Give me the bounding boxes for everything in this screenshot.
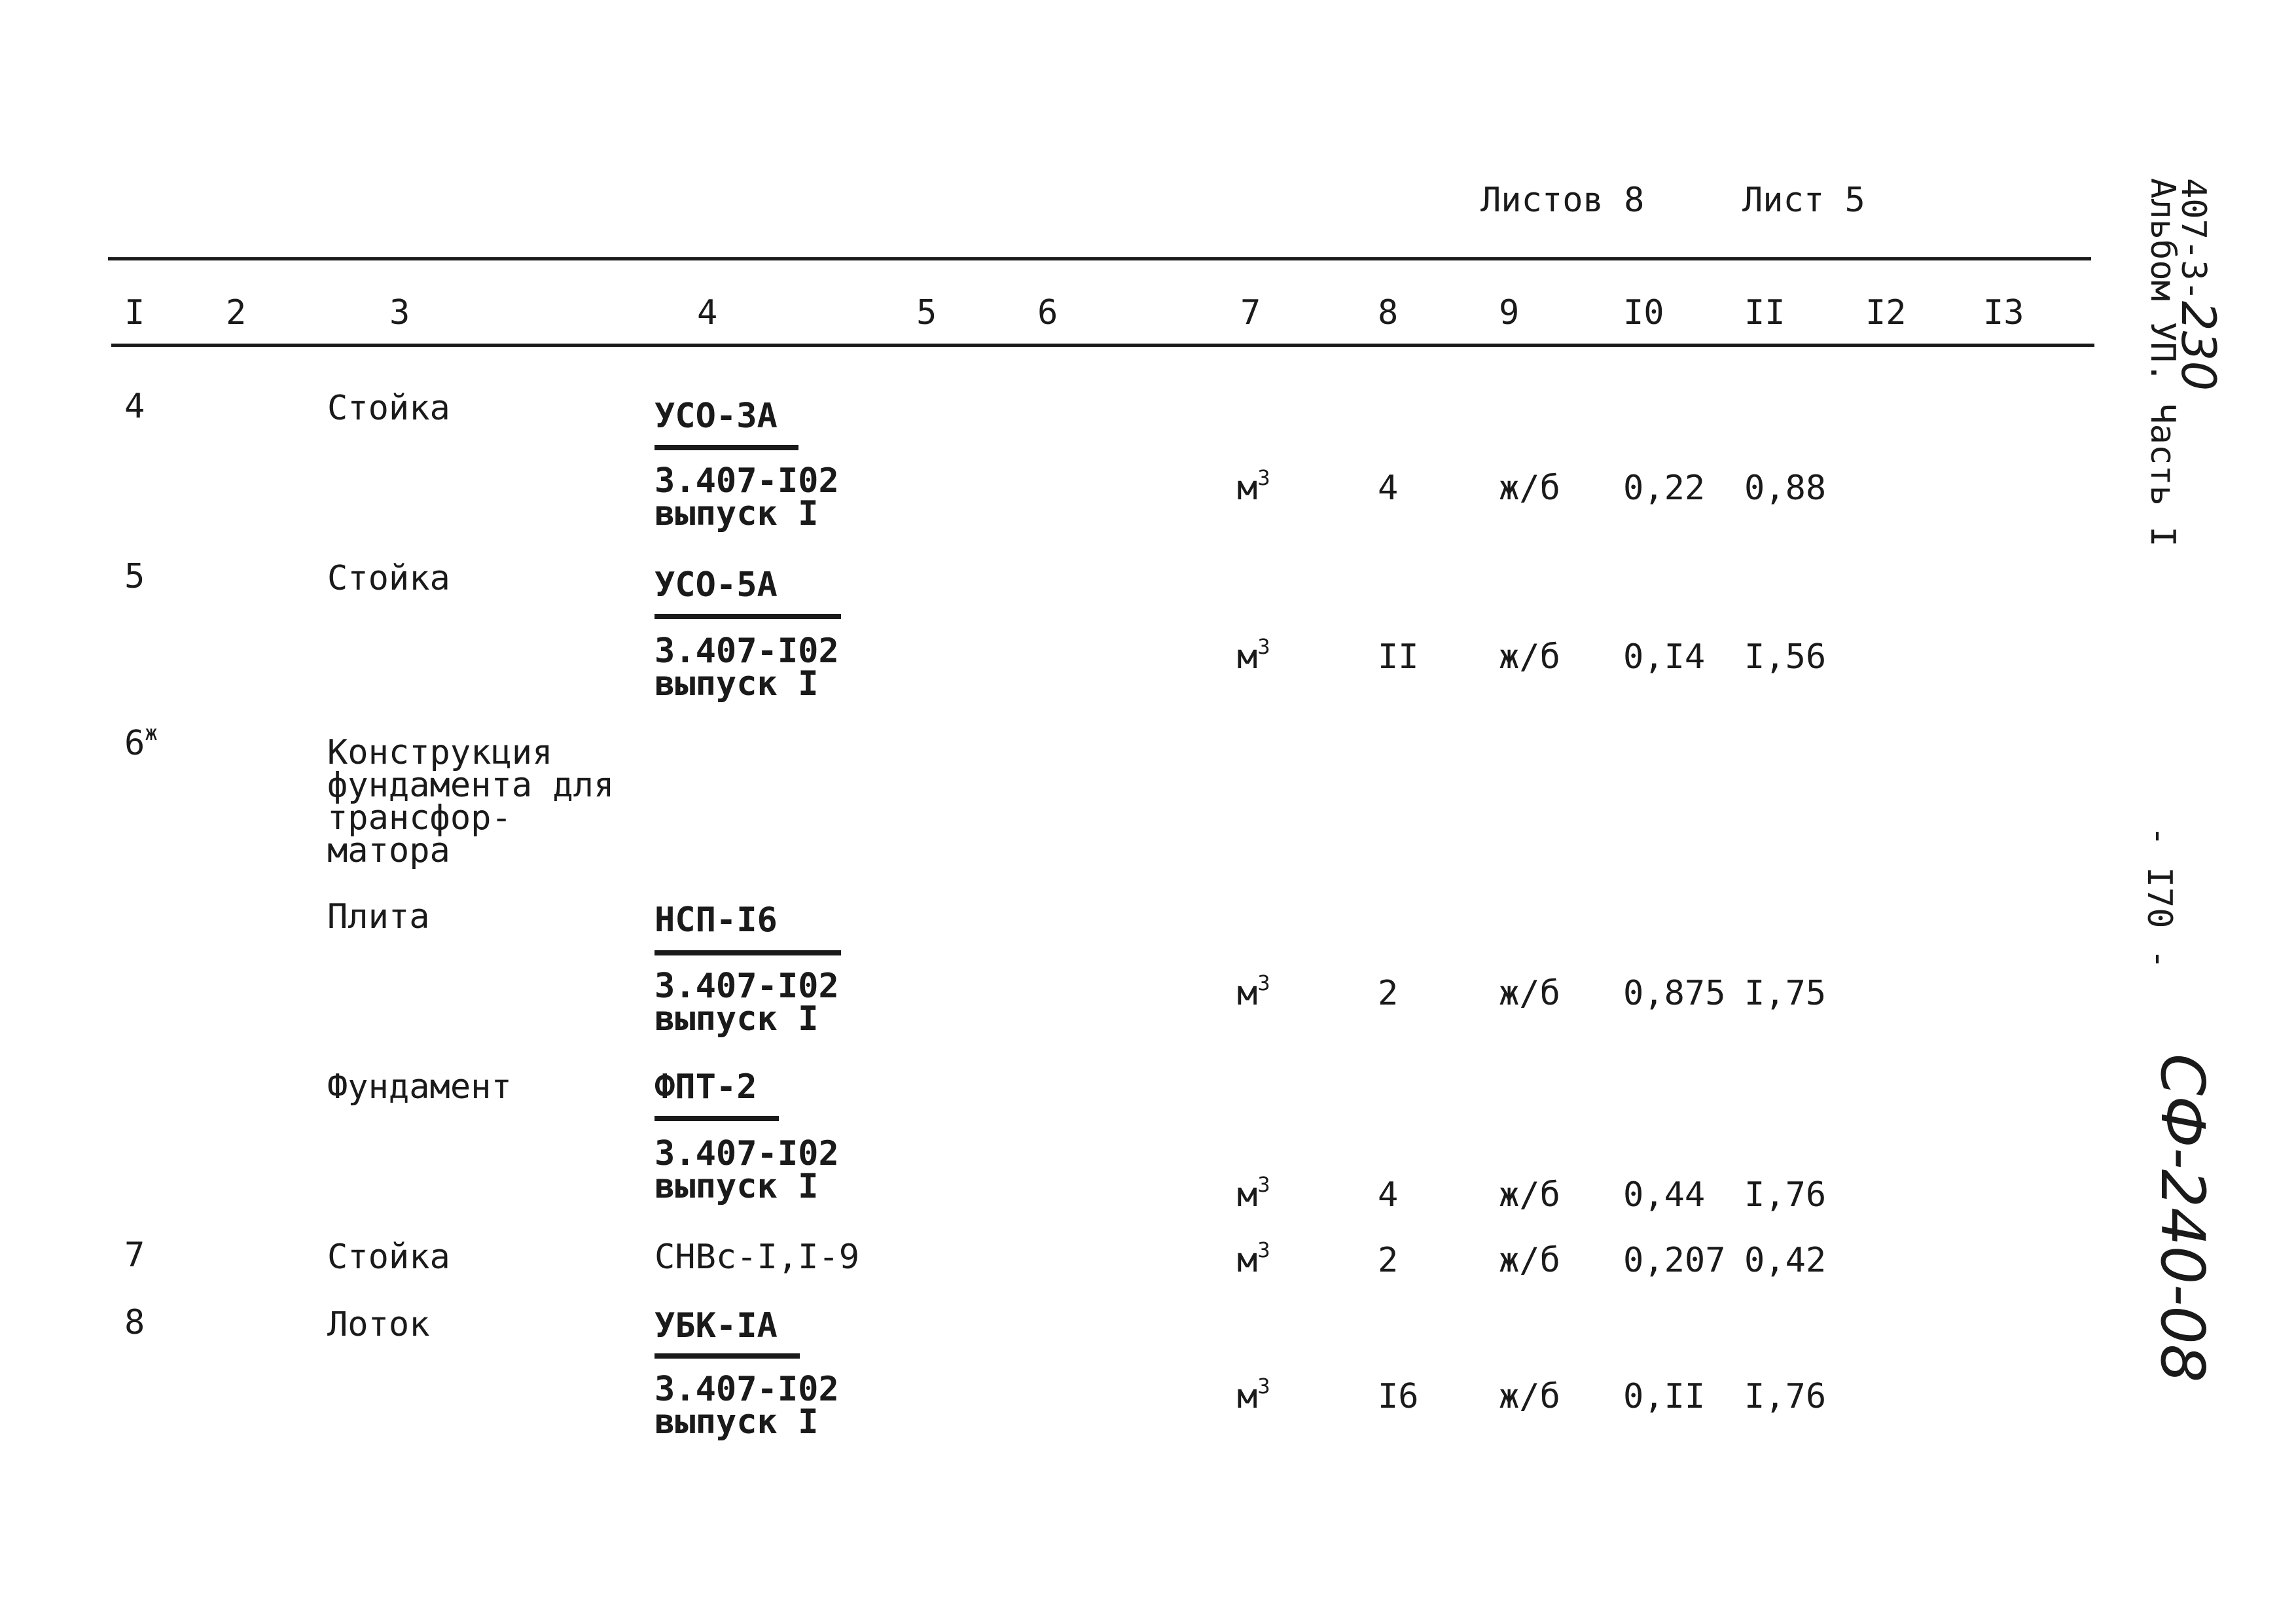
row-series: 3.407-I02 [655, 632, 839, 671]
table-top-rule [108, 257, 2091, 260]
row-volume-total: 0,88 [1744, 469, 1827, 508]
col-header-9: 9 [1499, 293, 1520, 332]
row-reference [655, 632, 839, 704]
col-header-10: I0 [1623, 293, 1664, 332]
row-qty: 2 [1378, 1241, 1399, 1280]
col-header-8: 8 [1378, 293, 1399, 332]
unit-text: м [1237, 637, 1258, 677]
col-header-7: 7 [1240, 293, 1261, 332]
mark-underline [655, 614, 841, 619]
row-name: Лоток [327, 1305, 430, 1344]
row-reference [655, 1134, 839, 1206]
row-mark: НСП-I6 [655, 901, 778, 940]
row-issue: выпуск I [655, 999, 819, 1039]
row-unit [1237, 634, 1270, 677]
unit-text: м [1237, 974, 1258, 1013]
row-qty: 2 [1378, 974, 1399, 1013]
row-unit [1237, 971, 1270, 1013]
row-name: Плита [327, 897, 430, 936]
row-issue: выпуск I [655, 1402, 819, 1442]
row-issue: выпуск I [655, 664, 819, 704]
unit-sup: 3 [1257, 1238, 1270, 1262]
sheet-number: Лист 5 [1742, 181, 1865, 220]
col-header-11: II [1744, 293, 1785, 332]
row-number-text: 6 [124, 724, 145, 763]
row-volume-unit: 0,207 [1623, 1241, 1726, 1280]
unit-sup: 3 [1257, 465, 1270, 490]
mark-underline [655, 1116, 779, 1121]
col-header-3: 3 [389, 293, 410, 332]
row-name: Конструкция фундамента для трансфор-матора [327, 733, 615, 870]
archive-stamp: СФ-240-08 [2147, 1054, 2217, 1383]
row-material: ж/б [1499, 974, 1560, 1013]
page-marker: - I70 - [2140, 826, 2179, 970]
row-qty: 4 [1378, 1175, 1399, 1215]
row-number: 4 [124, 387, 145, 426]
row-qty: I6 [1378, 1377, 1419, 1416]
row-mark: УСО-5А [655, 565, 778, 605]
doc-number-handwritten: 230 [2171, 300, 2226, 391]
table-header-rule [111, 344, 2094, 347]
row-unit [1237, 1374, 1270, 1416]
row-name: Стойка [327, 389, 450, 428]
row-material: ж/б [1499, 1377, 1560, 1416]
unit-sup: 3 [1257, 1374, 1270, 1399]
row-material: ж/б [1499, 1175, 1560, 1215]
row-number: 7 [124, 1236, 145, 1275]
row-volume-unit: 0,I4 [1623, 637, 1706, 677]
row-volume-unit: 0,875 [1623, 974, 1726, 1013]
row-series: 3.407-I02 [655, 461, 839, 501]
row-mark: УБК-IА [655, 1306, 778, 1346]
row-volume-unit: 0,22 [1623, 469, 1706, 508]
unit-text: м [1237, 1241, 1258, 1280]
row-series: 3.407-I02 [655, 967, 839, 1006]
row-unit [1237, 1238, 1270, 1280]
row-volume-total: I,76 [1744, 1175, 1827, 1215]
col-header-13: I3 [1983, 293, 2024, 332]
row-reference [655, 1370, 839, 1442]
row-issue: выпуск I [655, 1167, 819, 1206]
row-series: 3.407-I02 [655, 1370, 839, 1409]
row-mark: УСО-3А [655, 397, 778, 436]
unit-text: м [1237, 1377, 1258, 1416]
col-header-1: I [124, 293, 145, 332]
row-unit [1237, 465, 1270, 508]
row-number: 8 [124, 1303, 145, 1342]
unit-sup: 3 [1257, 1172, 1270, 1197]
unit-text: м [1237, 1175, 1258, 1215]
col-header-12: I2 [1865, 293, 1907, 332]
row-number [124, 721, 158, 763]
row-volume-total: I,56 [1744, 637, 1827, 677]
sheets-count: Листов 8 [1480, 181, 1645, 220]
row-qty: 4 [1378, 469, 1399, 508]
row-mark: СНВс-I,I-9 [655, 1238, 860, 1277]
row-volume-unit: 0,II [1623, 1377, 1706, 1416]
row-material: ж/б [1499, 1241, 1560, 1280]
unit-sup: 3 [1257, 971, 1270, 995]
row-reference [655, 461, 839, 533]
row-volume-total: I,76 [1744, 1377, 1827, 1416]
col-header-6: 6 [1037, 293, 1058, 332]
row-volume-total: 0,42 [1744, 1241, 1827, 1280]
row-material: ж/б [1499, 469, 1560, 508]
row-issue: выпуск I [655, 494, 819, 533]
album-label: Альбом УП. Часть I [2143, 178, 2182, 547]
mark-underline [655, 1353, 800, 1359]
mark-underline [655, 950, 841, 955]
row-reference [655, 967, 839, 1039]
col-header-4: 4 [697, 293, 718, 332]
row-mark: ФПТ-2 [655, 1067, 757, 1107]
unit-sup: 3 [1257, 634, 1270, 659]
row-number: 5 [124, 557, 145, 596]
row-volume-total: I,75 [1744, 974, 1827, 1013]
row-name: Фундамент [327, 1067, 512, 1107]
col-header-5: 5 [916, 293, 937, 332]
row-name: Стойка [327, 559, 450, 598]
row-unit [1237, 1172, 1270, 1215]
row-qty: II [1378, 637, 1419, 677]
col-header-2: 2 [226, 293, 247, 332]
row-volume-unit: 0,44 [1623, 1175, 1706, 1215]
doc-number: 407-3- [2174, 178, 2213, 301]
mark-underline [655, 445, 798, 450]
row-series: 3.407-I02 [655, 1134, 839, 1173]
row-number-note: ж [145, 721, 158, 745]
unit-text: м [1237, 469, 1258, 508]
row-material: ж/б [1499, 637, 1560, 677]
row-name: Стойка [327, 1238, 450, 1277]
